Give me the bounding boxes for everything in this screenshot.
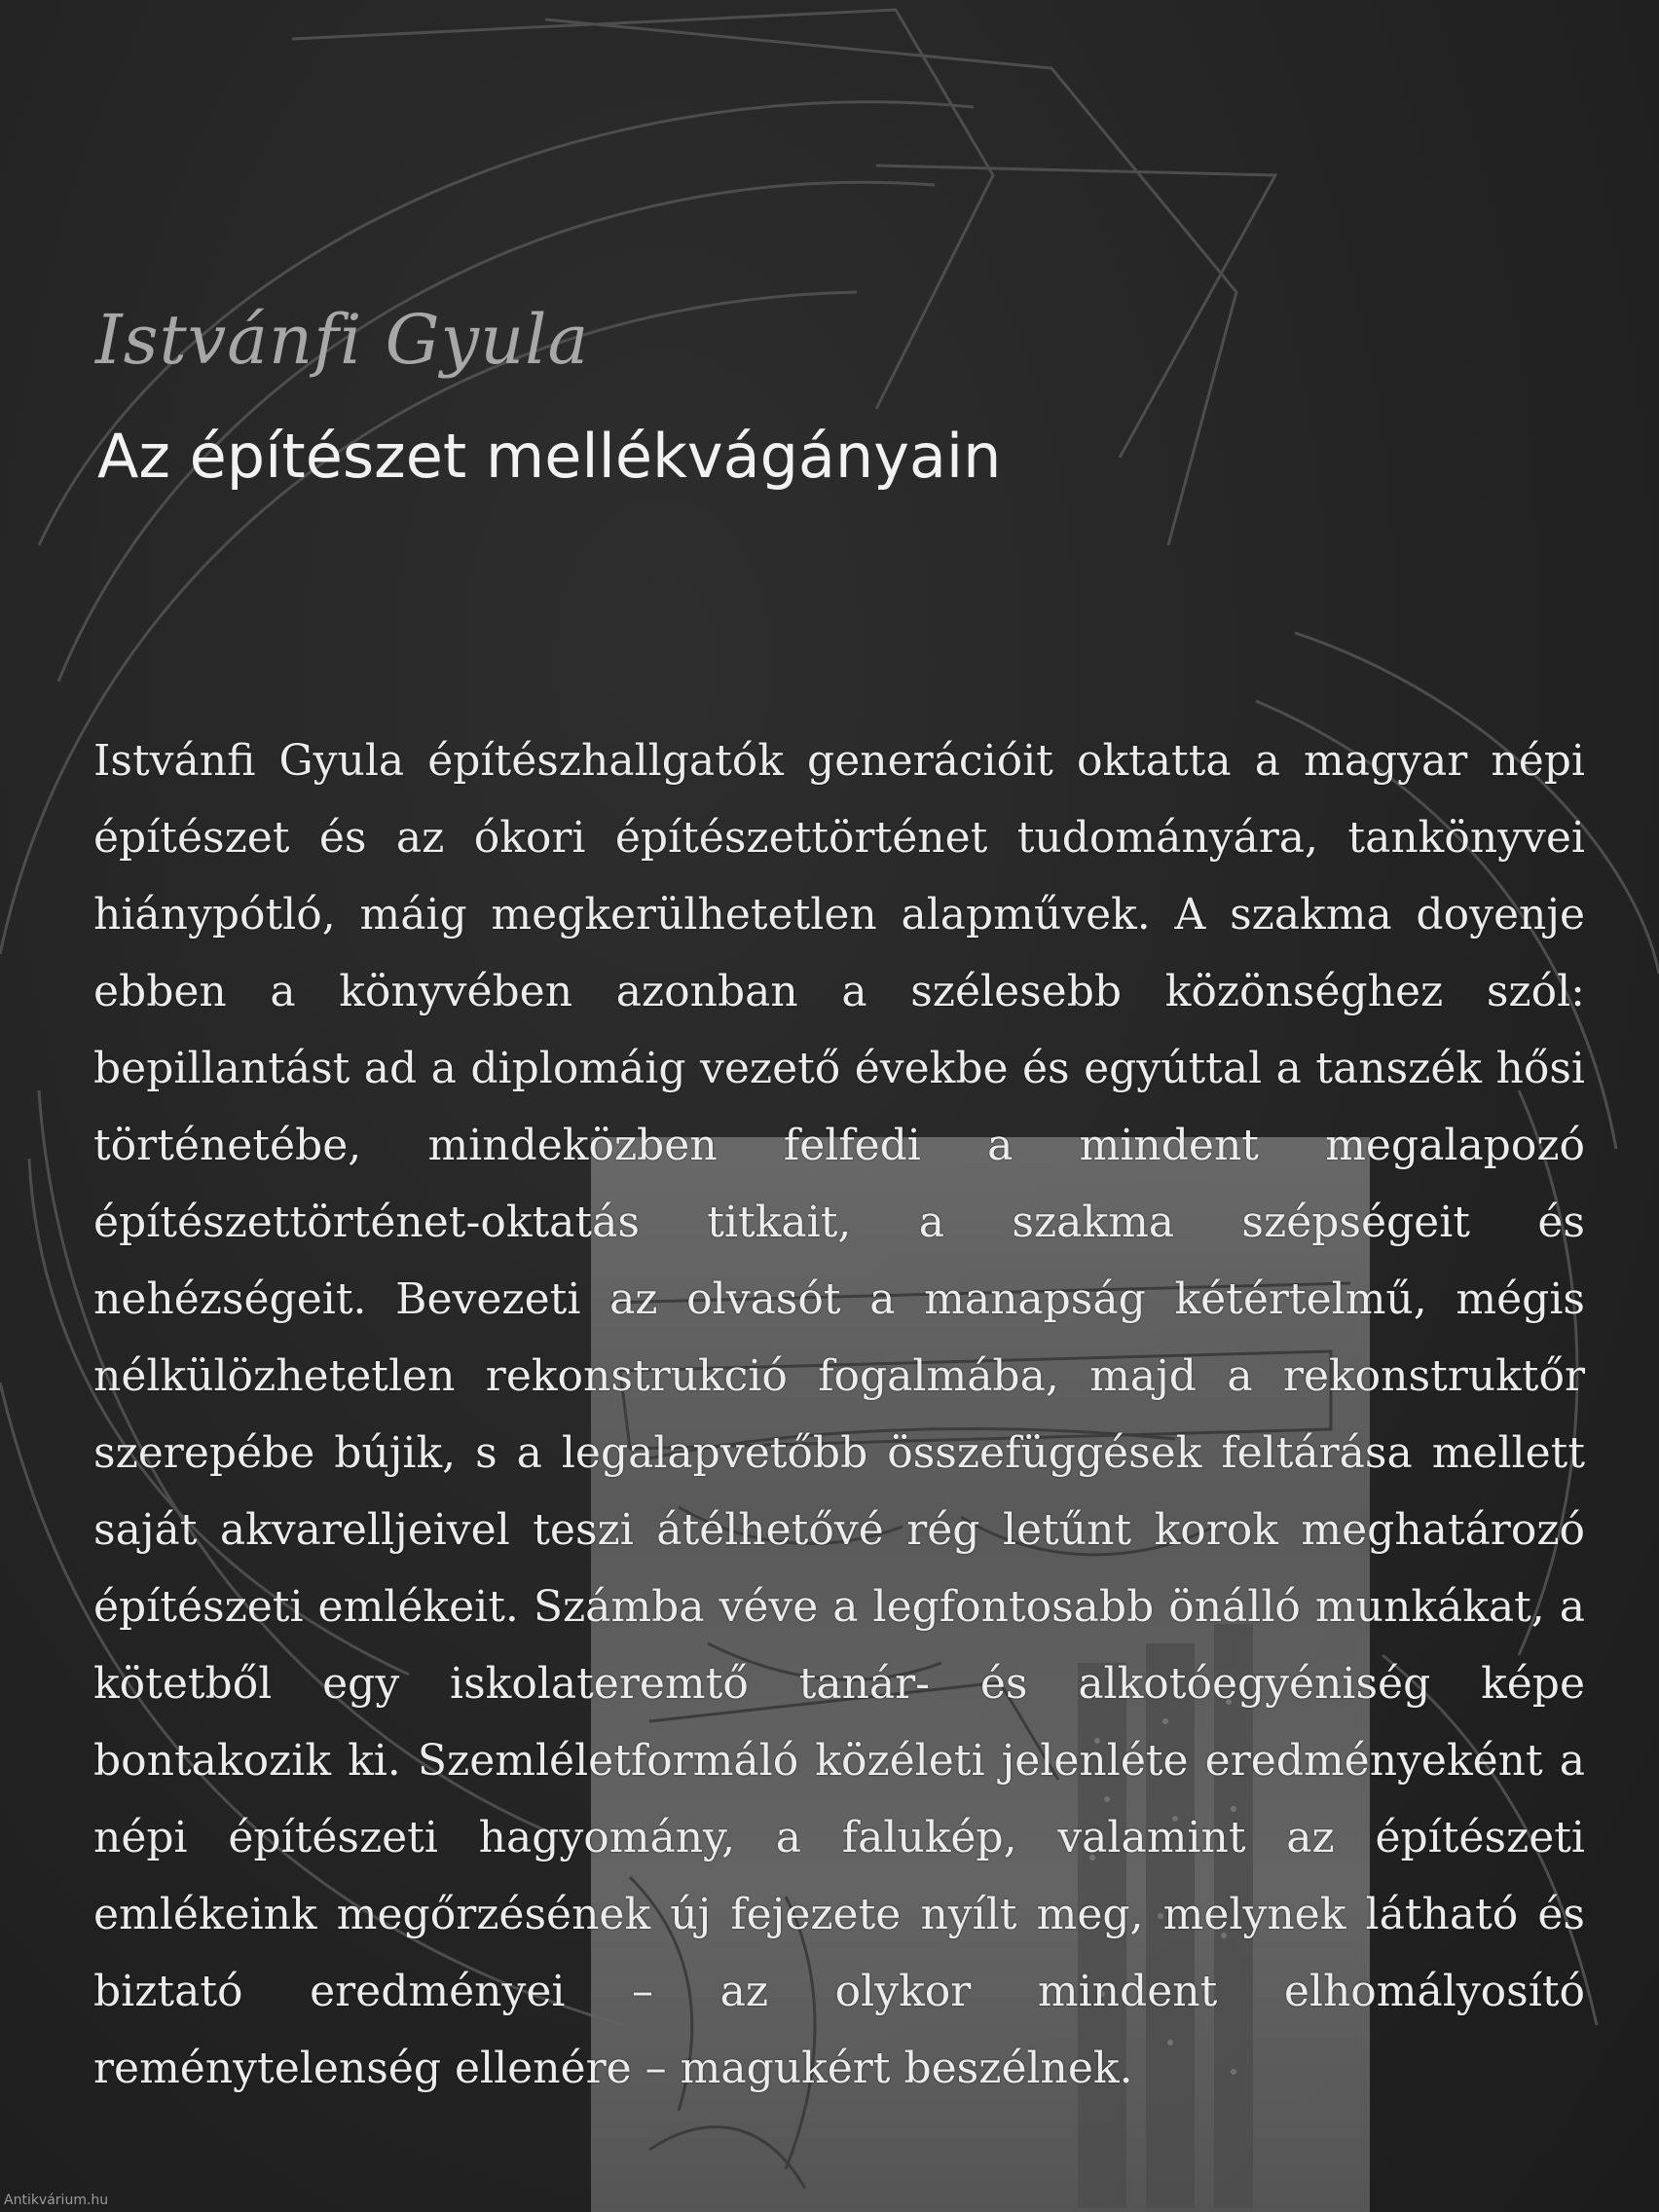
author-name: Istvánfi Gyula: [95, 300, 590, 380]
watermark-text: Antikvárium.hu: [4, 2193, 109, 2208]
book-title: Az építészet mellékvágányain: [97, 421, 1002, 492]
blurb-text: Istvánfi Gyula építészhallgatók generációit oktatta a magyar népi építészet és az ókori építészettörténet tudományára, tankönyvei hiánypótló, máig megkerülhetetlen alapművek. A szakma doyenje ebben a könyvében azonban a szélesebb közönséghez szól: bepillantást ad a diplomáig vezető évekbe és egyúttal a tanszék hősi történetébe, mindeközben felfedi a mindent megalapozó építészettörténet-oktatás titkait, a szakma szépségeit és nehézségeit. Bevezeti az olvasót a manapság kétértelmű, mégis nélkülözhetetlen rekonstrukció fogalmába, majd a rekonstruktőr szerepébe bújik, s a legalapvetőbb összefüggések feltárása mellett saját akvarelljeivel teszi átélhetővé rég letűnt korok meghatározó építészeti emlékeit. Számba véve a legfontosabb önálló munkákat, a kötetből egy iskolateremtő tanár- és alkotóegyéniség képe bontakozik ki. Szemléletformáló közéleti jelenléte eredményeként a népi építészeti hagyomány, a falukép, valamint az építészeti emlékeink megőrzésének új fejezete nyílt meg, melynek látható és biztató eredményei – az olykor mindent elhomályosító reménytelenség ellenére – magukért beszélnek.: [93, 736, 1585, 2093]
